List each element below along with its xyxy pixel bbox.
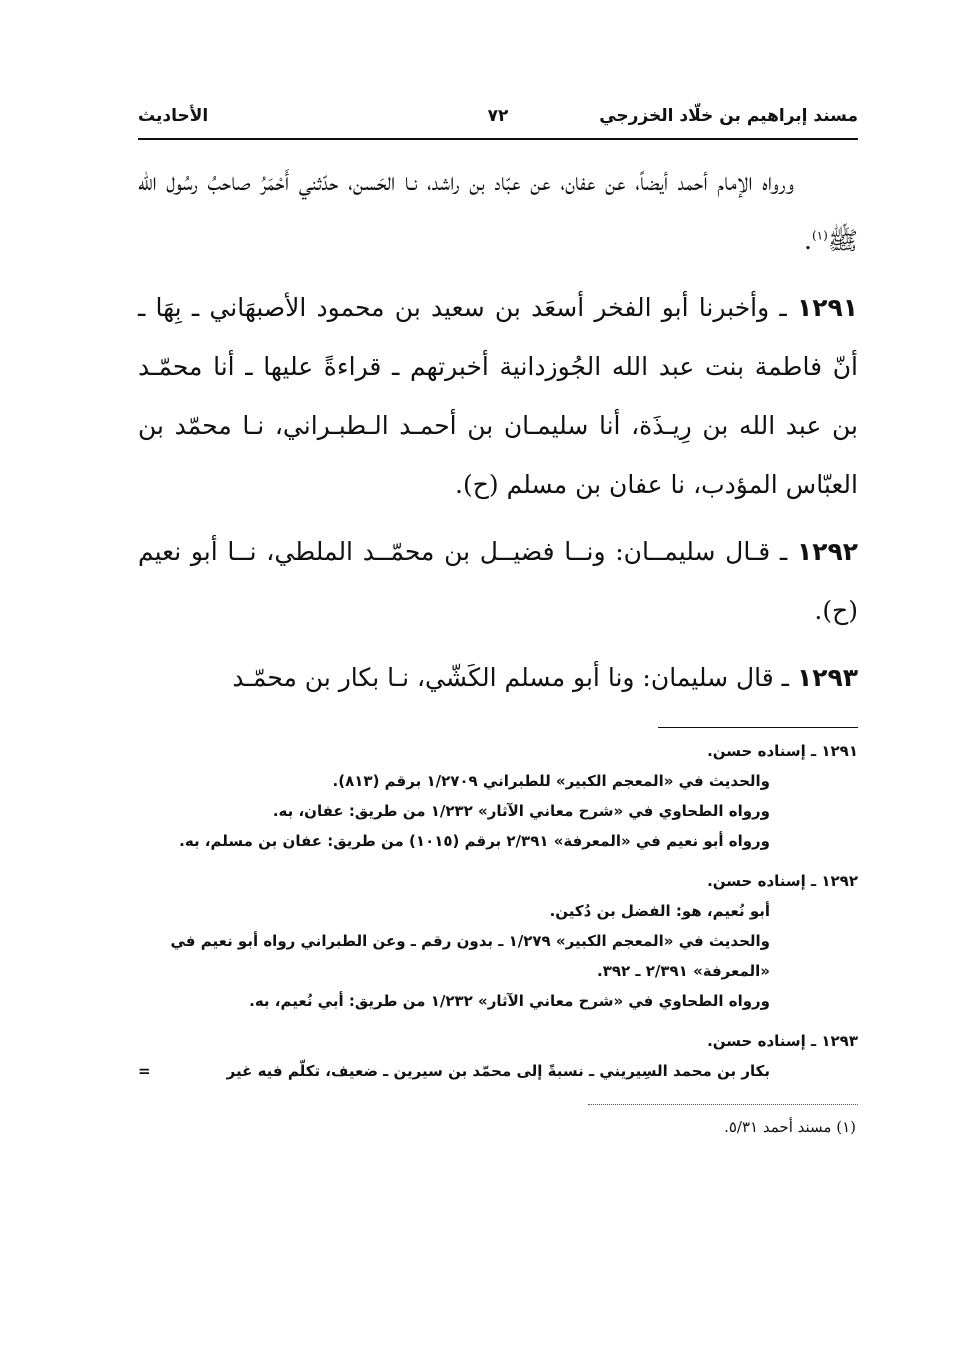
hadith-number: ١٢٩٣ xyxy=(796,663,858,692)
hadith-1291 xyxy=(138,278,858,514)
footnote-divider xyxy=(588,1104,858,1105)
note-grade: ـ إسناده حسن. xyxy=(707,742,817,760)
hadith-1293 xyxy=(138,648,858,707)
hadith-number: ١٢٩١ xyxy=(796,293,859,322)
note-line: ورواه الطحاوي في «شرح معاني الآثار» ١/٢٣٢ من طريق: عفان، به. xyxy=(272,802,770,820)
hadith-text: ـ قال سليمان: ونا أبو مسلم الكَشّي، نـا بكار بن محمّـد xyxy=(232,663,789,692)
note-number: ١٢٩١ xyxy=(821,742,858,760)
note-line: ورواه الطحاوي في «شرح معاني الآثار» ١/٢٣٢ من طريق: أبي نُعيم، به. xyxy=(249,992,770,1010)
note-number: ١٢٩٣ xyxy=(821,1032,858,1050)
note-heading xyxy=(138,1026,858,1056)
paragraph-end: . xyxy=(804,226,812,255)
notes-divider xyxy=(658,727,858,728)
paragraph-text: ورواه الإمام أحمد أيضاً، عن عفان، عن عبّاد بن راشد، نـا الحَسن، حدّثني أَحْمَرُ صاحبُ رسُول الله ﷺ xyxy=(138,167,858,255)
note-number: ١٢٩٢ xyxy=(821,872,858,890)
note-line: والحديث في «المعجم الكبير» للطبراني ١/٢٧٠٩ برقم (٨١٣). xyxy=(332,772,770,790)
paragraph-ahmad-narration xyxy=(138,152,858,270)
main-text xyxy=(138,152,858,707)
hadith-text: ـ قـال سليمــان: ونــا فضيــل بن محمّــد الملطي، نــا أبو نعيم (ح). xyxy=(138,537,858,625)
hadith-1292 xyxy=(138,522,858,640)
note-line: أبو نُعيم، هو: الفضل بن دُكين. xyxy=(549,902,770,920)
continuation-mark: = xyxy=(138,1062,151,1080)
note-1292 xyxy=(138,866,858,1016)
note-grade: ـ إسناده حسن. xyxy=(707,1032,817,1050)
note-line: بكار بن محمد السِيريني ـ نسبةً إلى محمّد بن سيرين ـ ضعيف، تكلّم فيه غير xyxy=(226,1062,770,1080)
note-grade: ـ إسناده حسن. xyxy=(707,872,817,890)
note-line: والحديث في «المعجم الكبير» ١/٢٧٩ ـ بدون رقم ـ وعن الطبراني رواه أبو نعيم في «المعرفة» ٢/٣٩١ ـ ٣٩٢. xyxy=(170,932,770,980)
hadith-number: ١٢٩٢ xyxy=(796,537,858,566)
takhrij-notes xyxy=(138,736,858,1086)
footnote: (١) مسند أحمد ٥/٣١. xyxy=(724,1118,856,1136)
book-page xyxy=(138,98,858,1141)
header-section-title: الأحاديث xyxy=(138,106,209,126)
note-line: ورواه أبو نعيم في «المعرفة» ٢/٣٩١ برقم (١٠١٥) من طريق: عفان بن مسلم، به. xyxy=(179,832,770,850)
note-heading xyxy=(138,866,858,896)
note-1293 xyxy=(138,1026,858,1086)
running-header xyxy=(138,98,858,140)
header-book-title: مسند إبراهيم بن خلّاد الخزرجي xyxy=(599,106,858,126)
hadith-text: ـ وأخبرنا أبو الفخر أسعَد بن سعيد بن محمود الأصبهَاني ـ بِهَا ـ أنّ فاطمة بنت عبد الله الجُوزدانية أخبرتهم ـ قراءةً عليها ـ أنا محمّـد بن عبد الله بن رِيـذَة، أنا سليمـان بن أحمـد الـطبـراني، نـا محمّد بن العبّاس المؤدب، نا عفان بن مسلم (ح). xyxy=(138,293,858,499)
note-1291 xyxy=(138,736,858,856)
note-heading xyxy=(138,736,858,766)
page-number: ٧٢ xyxy=(487,106,509,126)
footnote-marker: (١) xyxy=(811,228,828,243)
